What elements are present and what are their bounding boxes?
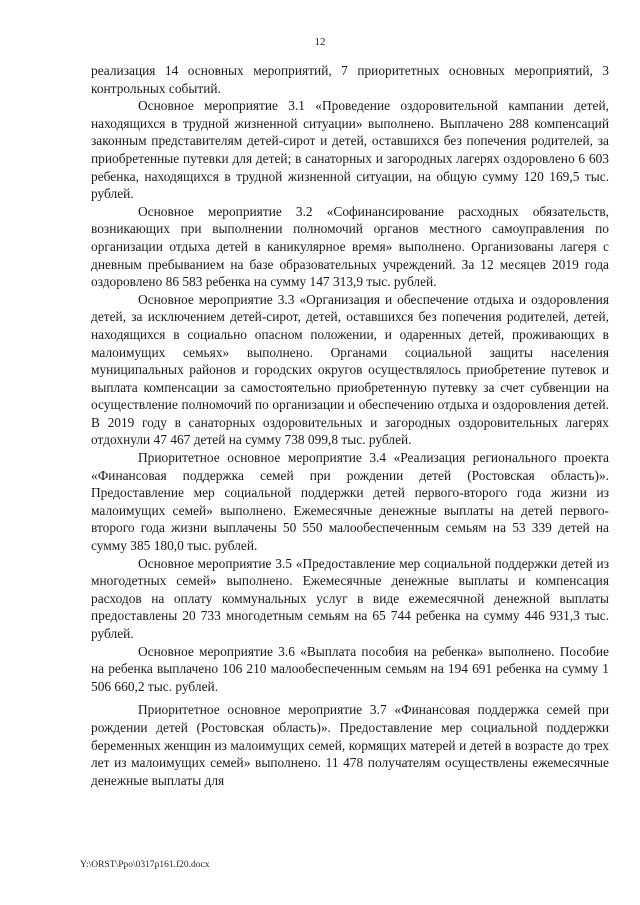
paragraph-measure-3-4: Приоритетное основное мероприятие 3.4 «Реализация регионального проекта «Финансовая поддержка семей при рождении детей (Ростовская область)». Предоставление мер социальной поддержки детей первого-второго года жизни из малоимущих семей» выполнено. Ежемесячные денежные выплаты на детей первого-второго года жизни выплачены 50 550 малообеспеченным семьям на 53 339 детей на сумму 385 180,0 тыс. рублей.	[91, 450, 609, 554]
paragraph-measure-3-1: Основное мероприятие 3.1 «Проведение оздоровительной кампании детей, находящихся в трудной жизненной ситуации» выполнено. Выплачено 288 компенсаций законным представителям детей-сирот и детей, оставшихся без попечения родителей, за приобретенные путевки для детей; в санаторных и загородных лагерях оздоровлено 6 603 ребенка, находящихся в трудной жизненной ситуации, на общую сумму 120 169,5 тыс. рублей.	[91, 98, 609, 202]
paragraph-measure-3-3: Основное мероприятие 3.3 «Организация и обеспечение отдыха и оздоровления детей, за исключением детей-сирот, детей, оставшихся без попечения родителей, детей, находящихся в социально опасном положении, и одаренных детей, проживающих в малоимущих семьях» выполнено. Органами социальной защиты населения муниципальных районов и городских округов осуществлялось приобретение путевок и выплата компенсации за самостоятельно приобретенную путевку за счет субвенции на осуществление полномочий по организации и обеспечению отдыха и оздоровления детей. В 2019 году в санаторных оздоровительных и загородных оздоровительных лагерях отдохнули 47 467 детей на сумму 738 099,8 тыс. рублей.	[91, 291, 609, 448]
paragraph-measure-3-2: Основное мероприятие 3.2 «Софинансирование расходных обязательств, возникающих при выполнении полномочий органов местного самоуправления по организации отдыха детей в каникулярное время» выполнено. Организованы лагеря с дневным пребыванием на базе образовательных учреждений. За 12 месяцев 2019 года оздоровлено 86 583 ребенка на сумму 147 313,9 тыс. рублей.	[91, 203, 609, 290]
paragraph-intro-continuation: реализация 14 основных мероприятий, 7 приоритетных основных мероприятий, 3 контрольных событий.	[91, 63, 609, 96]
paragraph-measure-3-5: Основное мероприятие 3.5 «Предоставление мер социальной поддержки детей из многодетных семей» выполнено. Ежемесячные денежные выплаты и компенсация расходов на оплату коммунальных услуг в виде ежемесячной денежной выплаты предоставлены 20 733 многодетным семьям на 65 744 ребенка на сумму 446 931,3 тыс. рублей.	[91, 555, 609, 641]
document-body	[91, 62, 609, 789]
page-number: 12	[314, 36, 326, 48]
file-path-footer: Y:\ORST\Ppo\0317p161.f20.docx	[80, 860, 210, 870]
paragraph-measure-3-7: Приоритетное основное мероприятие 3.7 «Финансовая поддержка семей при рождении детей (Ростовская область)». Предоставление мер социальной поддержки беременных женщин из малоимущих семей, кормящих матерей и детей в возрасте до трех лет из малоимущих семей» выполнено. 11 478 получателям осуществлены ежемесячные денежные выплаты для	[91, 702, 609, 788]
paragraph-measure-3-6: Основное мероприятие 3.6 «Выплата пособия на ребенка» выполнено. Пособие на ребенка выплачено 106 210 малообеспеченным семьям на 194 691 ребенка на сумму 1 506 660,2 тыс. рублей.	[91, 643, 609, 694]
